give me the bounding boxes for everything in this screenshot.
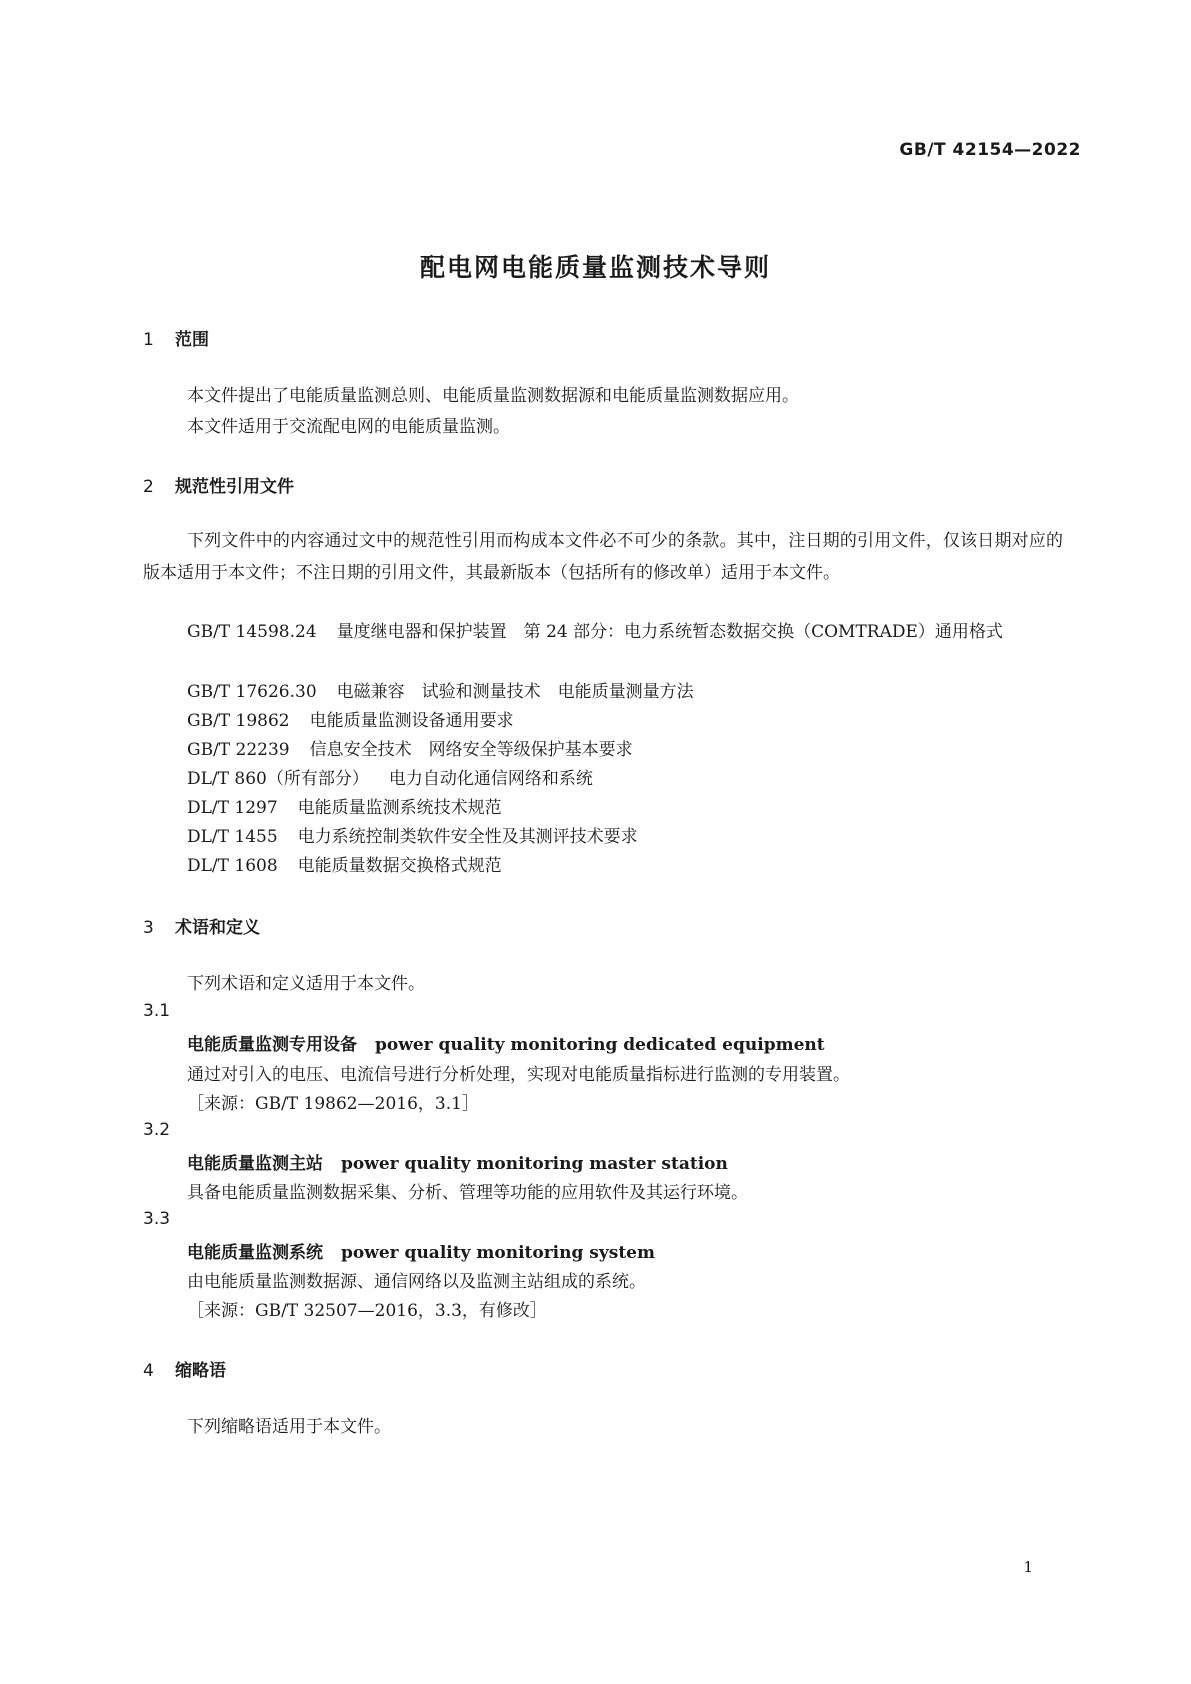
reference-title: 信息安全技术 网络安全等级保护基本要求: [309, 740, 633, 760]
reference-item: [187, 764, 593, 789]
term-definition: 具备电能质量监测数据采集、分析、管理等功能的应用软件及其运行环境。: [187, 1183, 748, 1203]
reference-title: 量度继电器和保护装置 第 24 部分：电力系统暂态数据交换（COMTRADE）通用格式: [336, 622, 1003, 642]
reference-code: DL/T 1455: [187, 827, 278, 847]
section-1-heading: [143, 325, 209, 350]
term-number: 3.2: [143, 1120, 171, 1140]
reference-item: [143, 616, 1063, 648]
term-source: ［来源：GB/T 32507—2016，3.3，有修改］: [187, 1301, 547, 1321]
section-title: 范围: [175, 330, 209, 350]
paragraph: 本文件提出了电能质量监测总则、电能质量监测数据源和电能质量监测数据应用。: [187, 386, 799, 406]
reference-code: DL/T 1297: [187, 798, 278, 818]
term-en: power quality monitoring master station: [341, 1154, 728, 1174]
term-definition: 由电能质量监测数据源、通信网络以及监测主站组成的系统。: [187, 1272, 646, 1292]
reference-code: GB/T 14598.24: [187, 622, 317, 642]
section-2-heading: [143, 472, 294, 497]
reference-item: [187, 706, 514, 731]
section-title: 缩略语: [175, 1361, 226, 1381]
reference-item: [187, 735, 633, 760]
term-zh: 电能质量监测主站: [187, 1154, 323, 1174]
section-4-heading: [143, 1356, 226, 1381]
reference-title: 电能质量监测设备通用要求: [309, 711, 514, 731]
section-number: 4: [143, 1361, 154, 1381]
term-entry: [187, 1149, 728, 1174]
term-number: 3.1: [143, 1001, 171, 1021]
reference-code: DL/T 1608: [187, 856, 278, 876]
reference-code: DL/T 860（所有部分）: [187, 769, 369, 789]
reference-code: GB/T 17626.30: [187, 682, 317, 702]
term-en: power quality monitoring dedicated equipment: [375, 1035, 825, 1055]
term-zh: 电能质量监测专用设备: [187, 1035, 357, 1055]
reference-code: GB/T 19862: [187, 711, 290, 731]
reference-title: 电力自动化通信网络和系统: [388, 769, 593, 789]
reference-item: [187, 851, 502, 876]
reference-item: [187, 677, 694, 702]
reference-title: 电能质量数据交换格式规范: [297, 856, 502, 876]
page-number: 1: [1023, 1558, 1033, 1576]
references-intro: 下列文件中的内容通过文中的规范性引用而构成本文件必不可少的条款。其中，注日期的引用文件，仅该日期对应的版本适用于本文件；不注日期的引用文件，其最新版本（包括所有的修改单）适用于本文件。: [143, 531, 1063, 583]
reference-code: GB/T 22239: [187, 740, 290, 760]
term-definition: 通过对引入的电压、电流信号进行分析处理，实现对电能质量指标进行监测的专用装置。: [187, 1065, 850, 1085]
section-title: 规范性引用文件: [175, 477, 294, 497]
term-source: ［来源：GB/T 19862—2016，3.1］: [187, 1094, 479, 1114]
reference-title: 电磁兼容 试验和测量技术 电能质量测量方法: [336, 682, 694, 702]
reference-title: 电能质量监测系统技术规范: [297, 798, 502, 818]
term-en: power quality monitoring system: [341, 1243, 655, 1263]
section-number: 1: [143, 330, 154, 350]
term-number: 3.3: [143, 1209, 171, 1229]
reference-item: [187, 822, 638, 847]
section-number: 3: [143, 918, 154, 938]
section-3-heading: [143, 913, 260, 938]
section-title: 术语和定义: [175, 918, 260, 938]
term-zh: 电能质量监测系统: [187, 1243, 323, 1263]
reference-title: 电力系统控制类软件安全性及其测评技术要求: [297, 827, 638, 847]
document-title: 配电网电能质量监测技术导则: [419, 253, 771, 282]
terms-intro: 下列术语和定义适用于本文件。: [187, 974, 425, 994]
abbreviations-intro: 下列缩略语适用于本文件。: [187, 1417, 391, 1437]
term-entry: [187, 1238, 655, 1263]
reference-item: [187, 793, 502, 818]
paragraph: 本文件适用于交流配电网的电能质量监测。: [187, 417, 510, 437]
term-entry: [187, 1030, 825, 1055]
standard-number: GB/T 42154—2022: [899, 140, 1081, 160]
section-number: 2: [143, 477, 154, 497]
